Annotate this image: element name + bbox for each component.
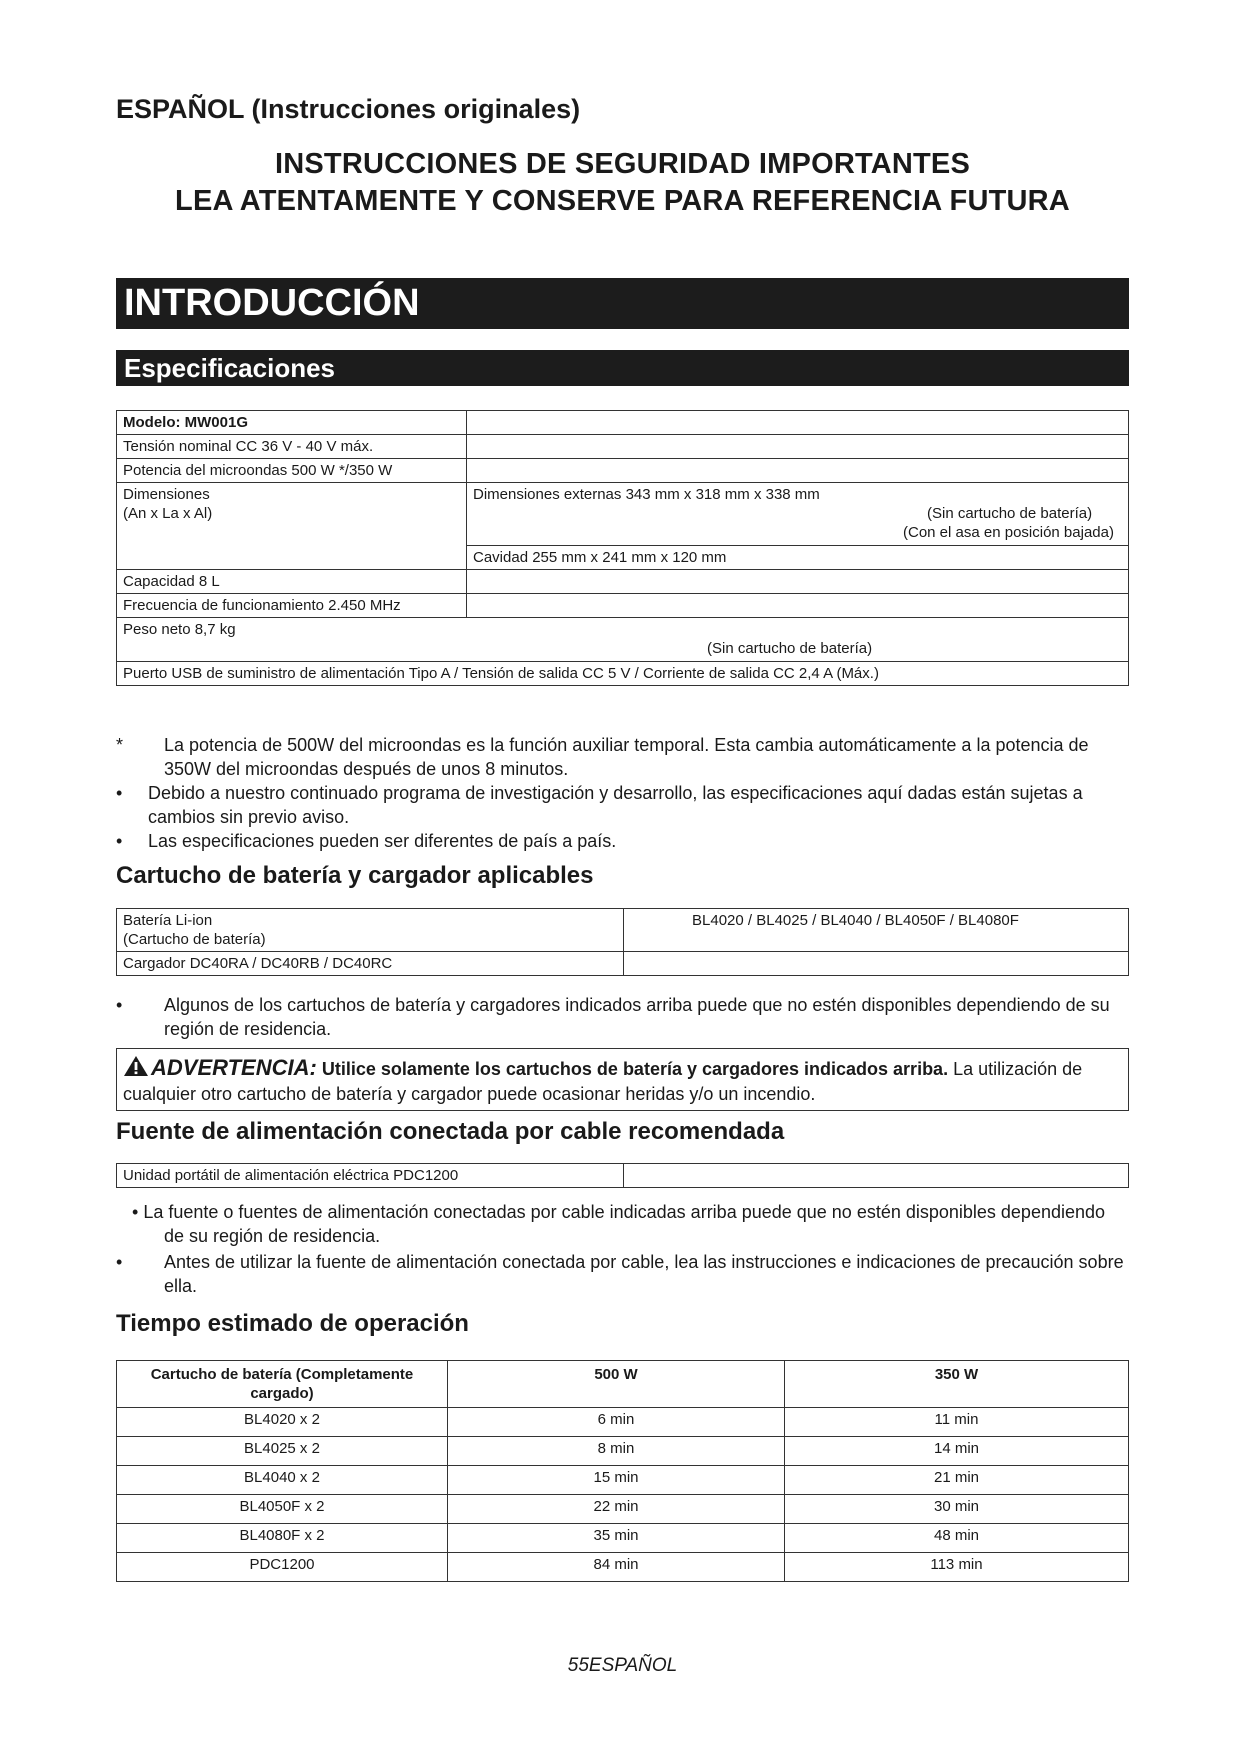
note-text: Antes de utilizar la fuente de alimentación conectada por cable, lea las instrucciones e indicaciones de precaución sobre ella.	[164, 1252, 1124, 1296]
main-title-line-2: LEA ATENTAMENTE Y CONSERVE PARA REFERENCIA FUTURA	[175, 185, 1070, 217]
battery-heading: Cartucho de batería y cargador aplicables	[116, 862, 594, 889]
empty-cell	[467, 435, 1129, 459]
table-cell: 35 min	[448, 1524, 785, 1553]
warning-label: ADVERTENCIA:	[151, 1055, 317, 1080]
specifications-table	[116, 410, 1129, 686]
cable-heading: Fuente de alimentación conectada por cable recomendada	[116, 1118, 785, 1145]
table-cell: BL4050F x 2	[117, 1495, 448, 1524]
section-subtitle: Especificaciones	[116, 350, 1129, 386]
frequency-cell: Frecuencia de funcionamiento 2.450 MHz	[117, 594, 467, 618]
note-text: Algunos de los cartuchos de batería y cargadores indicados arriba puede que no estén disponibles dependiendo de su región de residencia.	[164, 995, 1110, 1039]
weight-cell	[117, 618, 1129, 662]
list-item	[116, 829, 1129, 853]
list-item	[116, 781, 1129, 829]
bullet-marker: •	[116, 831, 123, 851]
footer-language: ESPAÑOL	[588, 1655, 678, 1676]
warning-box	[116, 1048, 1129, 1111]
external-note-2: (Con el asa en posición bajada)	[903, 524, 1114, 541]
note-text: La fuente o fuentes de alimentación conectadas por cable indicadas arriba puede que no estén disponibles dependiendo de su región de residencia.	[143, 1202, 1106, 1246]
model-cell: Modelo: MW001G	[117, 411, 467, 435]
table-cell: BL4020 x 2	[117, 1408, 448, 1437]
cavity-cell: Cavidad 255 mm x 241 mm x 120 mm	[467, 546, 1129, 570]
voltage-cell: Tensión nominal CC 36 V - 40 V máx.	[117, 435, 467, 459]
column-header: 350 W	[785, 1361, 1129, 1408]
cable-notes	[116, 1200, 1129, 1298]
external-dimensions-cell	[467, 483, 1129, 546]
charger-cell: Cargador DC40RA / DC40RB / DC40RC	[117, 952, 624, 976]
empty-cell	[467, 594, 1129, 618]
list-item	[116, 1250, 1129, 1298]
table-cell: 48 min	[785, 1524, 1129, 1553]
table-cell: 6 min	[448, 1408, 785, 1437]
table-cell: 84 min	[448, 1553, 785, 1582]
table-row	[117, 594, 1129, 618]
battery-notes	[116, 993, 1129, 1041]
table-row	[117, 952, 1129, 976]
battery-label-cell	[117, 909, 624, 952]
battery-label-1: Batería Li-ion	[123, 912, 213, 929]
empty-cell	[624, 1164, 1129, 1188]
list-item	[116, 733, 1129, 781]
table-cell: 14 min	[785, 1437, 1129, 1466]
power-cell: Potencia del microondas 500 W */350 W	[117, 459, 467, 483]
section-title: INTRODUCCIÓN	[116, 278, 1129, 329]
table-cell: 15 min	[448, 1466, 785, 1495]
table-row	[117, 1495, 1129, 1524]
cable-unit-cell: Unidad portátil de alimentación eléctrica PDC1200	[117, 1164, 624, 1188]
table-row	[117, 570, 1129, 594]
empty-cell	[467, 411, 1129, 435]
note-text: Las especificaciones pueden ser diferentes de país a país.	[148, 831, 617, 851]
runtime-heading: Tiempo estimado de operación	[116, 1310, 469, 1337]
warning-icon	[123, 1055, 149, 1077]
bullet-marker: •	[116, 783, 123, 803]
table-row	[117, 1437, 1129, 1466]
dimensions-label-1: Dimensiones	[123, 486, 210, 503]
warning-text: La utilización de cualquier otro cartucho de batería y cargador puede ocasionar heridas y/o un incendio.	[123, 1059, 1083, 1104]
main-title	[116, 146, 1129, 220]
spec-notes	[116, 733, 1129, 853]
table-cell: 22 min	[448, 1495, 785, 1524]
table-cell: 8 min	[448, 1437, 785, 1466]
bullet-marker: •	[116, 995, 123, 1015]
table-row	[117, 1164, 1129, 1188]
table-row	[117, 909, 1129, 952]
table-row	[117, 1524, 1129, 1553]
page-footer	[116, 1655, 1129, 1677]
bullet-marker: •	[132, 1202, 144, 1222]
usb-cell: Puerto USB de suministro de alimentación Tipo A / Tensión de salida CC 5 V / Corriente de salida CC 2,4 A (Máx.)	[117, 662, 1129, 686]
table-row	[117, 1553, 1129, 1582]
table-cell: BL4025 x 2	[117, 1437, 448, 1466]
table-row	[117, 435, 1129, 459]
table-cell: 21 min	[785, 1466, 1129, 1495]
page-number: 55	[567, 1655, 589, 1676]
empty-cell	[467, 459, 1129, 483]
table-row	[117, 459, 1129, 483]
capacity-cell: Capacidad 8 L	[117, 570, 467, 594]
weight: Peso neto 8,7 kg	[123, 621, 236, 638]
table-cell: BL4040 x 2	[117, 1466, 448, 1495]
weight-note: (Sin cartucho de batería)	[707, 640, 873, 657]
cable-table	[116, 1163, 1129, 1188]
table-row	[117, 411, 1129, 435]
table-row	[117, 483, 1129, 546]
external-note-1: (Sin cartucho de batería)	[927, 505, 1093, 522]
battery-models-cell: BL4020 / BL4025 / BL4040 / BL4050F / BL4080F	[624, 909, 1129, 952]
external-dimensions: Dimensiones externas 343 mm x 318 mm x 338 mm	[473, 486, 820, 503]
runtime-table	[116, 1360, 1129, 1582]
language-title: ESPAÑOL (Instrucciones originales)	[116, 94, 581, 124]
list-item	[116, 1200, 1129, 1248]
empty-cell	[467, 570, 1129, 594]
battery-table	[116, 908, 1129, 976]
dimensions-label-2: (An x La x Al)	[123, 505, 213, 522]
main-title-line-1: INSTRUCCIONES DE SEGURIDAD IMPORTANTES	[274, 148, 971, 180]
dimensions-label-cell	[117, 483, 467, 570]
column-header: Cartucho de batería (Completamente cargado)	[117, 1361, 448, 1408]
table-row	[117, 1408, 1129, 1437]
table-row	[117, 618, 1129, 662]
note-text: Debido a nuestro continuado programa de investigación y desarrollo, las especificaciones aquí dadas están sujetas a cambios sin previo aviso.	[148, 783, 1083, 827]
table-cell: 11 min	[785, 1408, 1129, 1437]
warning-bold-text: Utilice solamente los cartuchos de batería y cargadores indicados arriba.	[321, 1059, 949, 1079]
table-cell: PDC1200	[117, 1553, 448, 1582]
column-header: 500 W	[448, 1361, 785, 1408]
table-header-row	[117, 1361, 1129, 1408]
list-item	[116, 993, 1129, 1041]
note-text: La potencia de 500W del microondas es la función auxiliar temporal. Esta cambia automáticamente a la potencia de 350W del microondas después de unos 8 minutos.	[164, 735, 1089, 779]
table-cell: 30 min	[785, 1495, 1129, 1524]
battery-label-2: (Cartucho de batería)	[123, 931, 266, 948]
table-cell: BL4080F x 2	[117, 1524, 448, 1553]
table-row	[117, 1466, 1129, 1495]
bullet-marker: •	[116, 1252, 123, 1272]
empty-cell	[624, 952, 1129, 976]
table-row	[117, 662, 1129, 686]
table-cell: 113 min	[785, 1553, 1129, 1582]
asterisk-marker: *	[116, 735, 124, 755]
